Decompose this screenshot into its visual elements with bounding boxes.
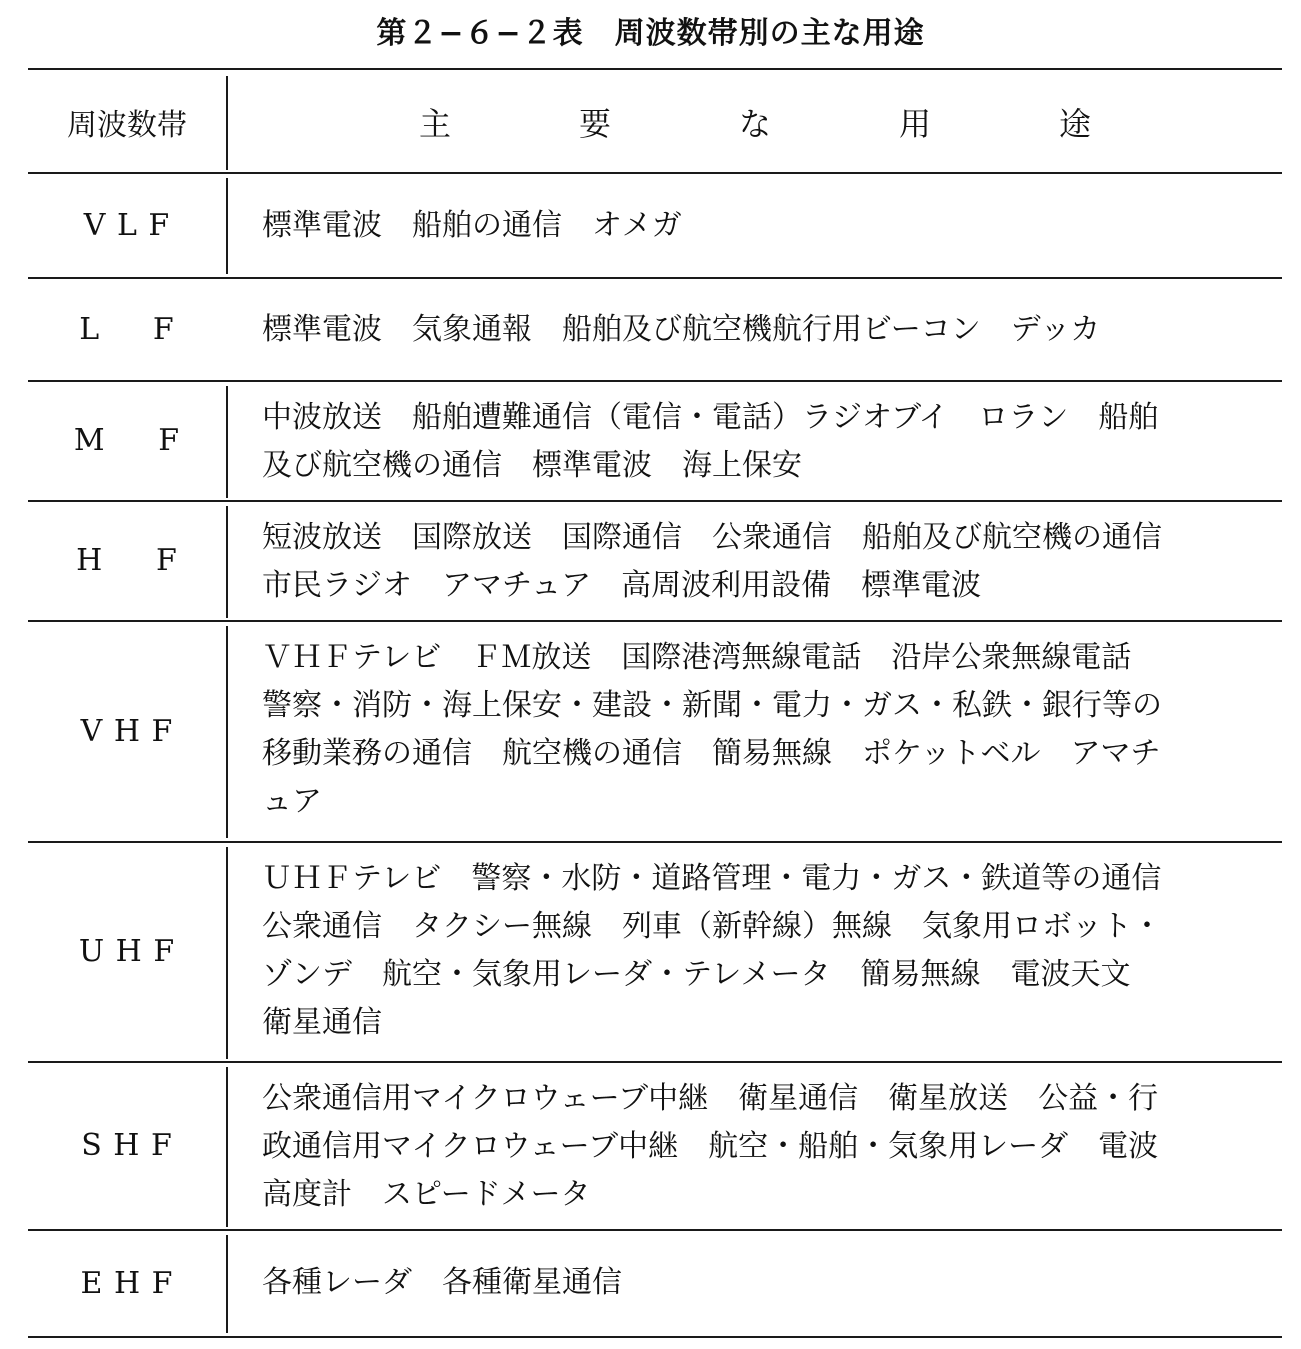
use-line: 中波放送 船舶遭難通信（電信・電話）ラジオブイ ロラン 船舶 [262, 400, 1159, 435]
band-uhf [28, 843, 226, 1061]
use-line: 市民ラジオ アマチュア 高周波利用設備 標準電波 [262, 568, 982, 603]
use-line: 政通信用マイクロウェーブ中継 航空・船舶・気象用レーダ 電波 [262, 1129, 1159, 1164]
use-line: 短波放送 国際放送 国際通信 公衆通信 船舶及び航空機の通信 [262, 520, 1162, 555]
use-line: 各種レーダ 各種衛星通信 [262, 1265, 622, 1300]
column-divider [226, 626, 228, 838]
band-label: E H F [80, 1265, 174, 1301]
column-divider [226, 178, 228, 274]
use-line: ＵＨＦテレビ 警察・水防・道路管理・電力・ガス・鉄道等の通信 [262, 861, 1162, 896]
use-mf [262, 394, 1262, 490]
header-use: 主 要 な 用 途 [418, 105, 1091, 143]
band-vhf [28, 622, 226, 841]
use-lf [262, 306, 1262, 354]
use-shf [262, 1075, 1262, 1219]
band-lf [28, 279, 226, 380]
header-band: 周波数帯 [67, 108, 187, 143]
band-label: U H F [78, 934, 176, 969]
use-vhf [262, 634, 1262, 826]
band-hf [28, 502, 226, 620]
band-vlf [28, 174, 226, 277]
use-line: 及び航空機の通信 標準電波 海上保安 [262, 448, 802, 483]
use-line: 標準電波 船舶の通信 オメガ [262, 208, 682, 243]
band-label: H F [76, 543, 178, 578]
use-uhf [262, 855, 1262, 1047]
band-label: M F [73, 423, 181, 458]
column-divider [226, 506, 228, 618]
use-line: ュア [262, 784, 322, 819]
use-line: 公衆通信 タクシー無線 列車（新幹線）無線 気象用ロボット・ [262, 909, 1162, 944]
use-vlf [262, 202, 1262, 250]
use-line: ゾンデ 航空・気象用レーダ・テレメータ 簡易無線 電波天文 [262, 957, 1131, 992]
table-title: 第２−６−２表 周波数帯別の主な用途 [376, 16, 925, 51]
column-divider [226, 847, 228, 1059]
rule-bottom [28, 1336, 1282, 1338]
use-hf [262, 514, 1262, 610]
use-line: 高度計 スピードメータ [262, 1177, 591, 1212]
use-line: ＶＨＦテレビ ＦＭ放送 国際港湾無線電話 沿岸公衆無線電話 [262, 640, 1132, 675]
band-shf [28, 1063, 226, 1229]
band-label: V H F [80, 713, 174, 749]
band-mf [28, 382, 226, 500]
column-divider [226, 1067, 228, 1227]
use-line: 衛星通信 [262, 1005, 382, 1040]
use-ehf [262, 1259, 1262, 1307]
column-divider [226, 1235, 228, 1333]
use-line: 移動業務の通信 航空機の通信 簡易無線 ポケットベル アマチ [262, 736, 1161, 771]
band-label: V L F [83, 207, 171, 243]
use-line: 標準電波 気象通報 船舶及び航空機航行用ビーコン デッカ [262, 312, 1101, 347]
band-label: S H F [81, 1128, 173, 1163]
column-divider [226, 386, 228, 498]
use-line: 警察・消防・海上保安・建設・新聞・電力・ガス・私鉄・銀行等の [262, 688, 1162, 723]
use-line: 公衆通信用マイクロウェーブ中継 衛星通信 衛星放送 公益・行 [262, 1081, 1159, 1116]
band-label: L F [79, 311, 175, 347]
band-ehf [28, 1231, 226, 1336]
